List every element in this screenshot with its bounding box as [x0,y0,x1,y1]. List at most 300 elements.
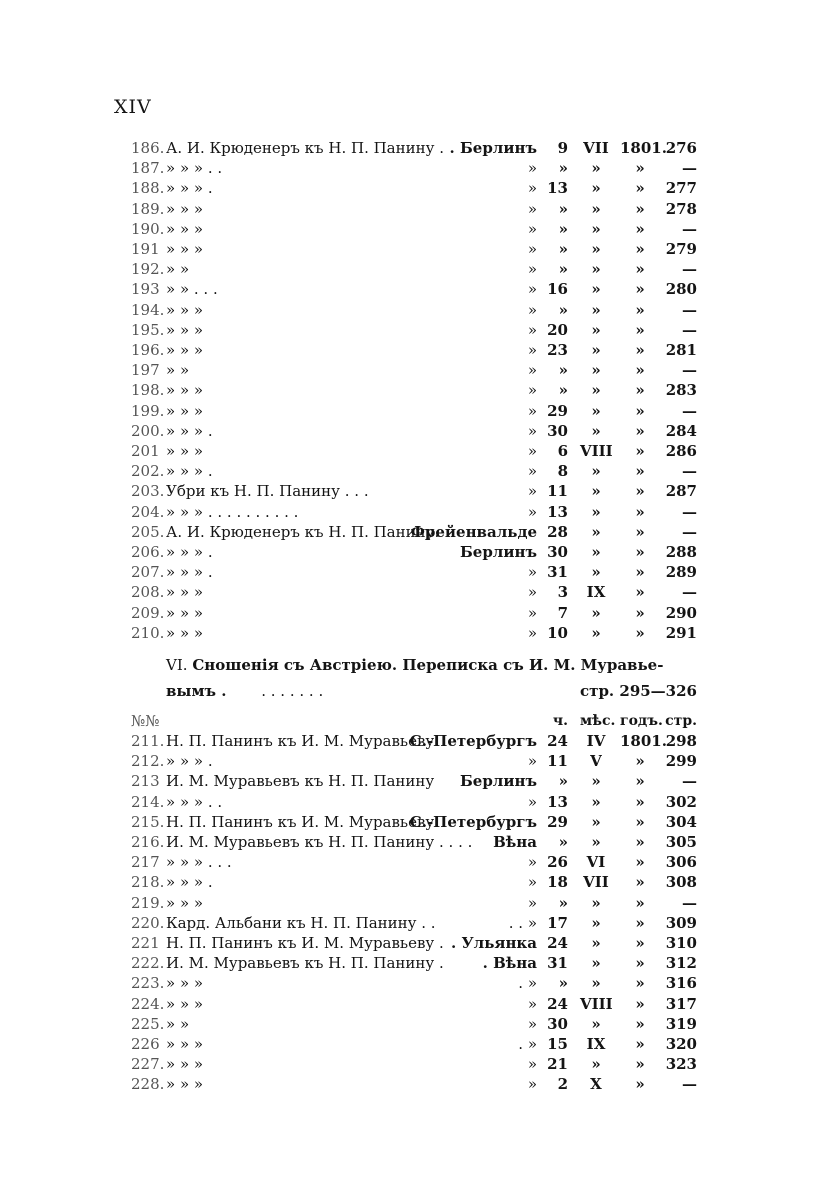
entry-place: » [527,853,537,872]
entry-day: 24 [547,994,568,1013]
entry-year: » [635,522,645,541]
entry-day: 20 [547,320,568,339]
entry-month: IV [586,732,606,750]
table-row [0,340,840,360]
header-day: ч. [552,713,568,729]
entry-month: » [591,812,601,831]
entry-month: VIII [580,442,613,460]
entry-number: 201 [131,442,160,460]
entry-year: » [635,179,645,198]
entry-day: 31 [547,563,568,582]
entry-month: » [591,543,601,561]
table-row [0,138,840,158]
entry-year: » [635,954,645,973]
entry-year: » [635,320,645,339]
entry-month: » [591,913,601,932]
entry-month: » [591,240,601,258]
entry-day: 24 [547,934,568,952]
entry-number: 226 [131,1035,160,1053]
table-row [0,360,840,380]
entry-page: — [682,522,697,541]
entry-month: » [591,522,601,541]
entry-day: » [558,833,568,851]
entry-number: 209. [131,603,165,622]
entry-place: » [527,260,537,279]
entry-year: » [635,502,645,521]
entry-month: » [591,421,601,440]
entry-number: 198. [131,381,165,400]
entry-correspondents: » » » . [166,563,213,582]
entry-day: 30 [547,543,568,561]
entry-number: 212. [131,752,165,771]
entry-year: » [635,260,645,279]
entry-month: » [591,974,601,993]
entry-number: 220. [131,913,165,932]
entry-day: 28 [547,522,568,541]
entry-year: » [635,873,645,892]
entry-month: VI [586,853,606,872]
entry-day: » [558,361,568,380]
entry-page: 276 [665,139,697,157]
entry-number: 219. [131,893,165,912]
entry-number: 223. [131,974,165,993]
table-row [0,603,840,623]
entry-correspondents: » » » [166,401,204,420]
entry-number: 225. [131,1014,165,1033]
entry-page: 277 [665,179,697,198]
section-heading-line-1 [166,656,697,674]
entry-page: 310 [665,934,697,952]
table-row [0,239,840,259]
entry-correspondents: » » » . [166,179,213,198]
entry-place: » [527,219,537,238]
entry-number: 192. [131,260,165,279]
entry-page: 299 [665,752,697,771]
entry-month: » [591,361,601,380]
entry-month: » [591,934,601,952]
entry-year: » [635,240,645,258]
entry-place: С.-Петербургъ [409,732,537,750]
table-row [0,279,840,299]
table-row [0,1074,840,1094]
entry-month: » [591,179,601,198]
table-row [0,933,840,953]
table-row [0,1054,840,1074]
entry-year: » [635,563,645,582]
entry-page: 286 [665,442,697,460]
entry-correspondents: » » » [166,1055,204,1074]
entry-year: » [635,442,645,460]
entry-month: » [591,462,601,481]
entry-number: 187. [131,159,165,178]
table-row [0,542,840,562]
entry-page: 320 [665,1035,697,1053]
entry-correspondents: » » » . . [166,159,223,178]
entry-place: . Вѣна [482,954,537,973]
entry-day: 11 [547,482,568,501]
entry-number: 221 [131,934,160,952]
entry-month: VIII [580,994,613,1013]
entry-year: » [635,482,645,501]
table-row [0,1014,840,1034]
entry-page: 312 [665,954,697,973]
entry-day: 15 [547,1035,568,1053]
table-row [0,481,840,501]
entry-place: » [527,502,537,521]
entry-day: 13 [547,502,568,521]
entry-year: » [635,603,645,622]
table-row [0,893,840,913]
table-row [0,522,840,542]
entry-day: 11 [547,752,568,771]
section-title-continued: вымъ . [166,682,227,700]
entry-page: 304 [665,812,697,831]
entry-page: 305 [665,833,697,851]
entry-correspondents: И. М. Муравьевъ къ Н. П. Панину [166,772,435,791]
entry-place: . Берлинъ [449,139,537,157]
entry-correspondents: » » » [166,1075,204,1094]
entry-number: 206. [131,543,165,561]
entry-correspondents: Кард. Альбани къ Н. П. Панину . . [166,913,436,932]
entry-correspondents: » » » [166,994,204,1013]
entry-number: 204. [131,502,165,521]
table-row [0,751,840,771]
entry-page: 290 [665,603,697,622]
entry-month: » [591,320,601,339]
entry-day: 30 [547,421,568,440]
entry-correspondents: » » » . . . [166,853,232,872]
entry-day: 6 [557,442,568,460]
entry-year: » [635,421,645,440]
entry-page: 302 [665,792,697,811]
entry-number: 193 [131,280,160,299]
table-row [0,199,840,219]
entry-correspondents: » » » [166,199,204,218]
entry-day: » [558,260,568,279]
entry-correspondents: » » » [166,300,204,319]
entry-month: » [591,893,601,912]
entry-correspondents: Н. П. Панинъ къ И. М. Муравьеву. [166,732,440,750]
entry-place: Берлинъ [459,772,537,791]
entry-day: » [558,219,568,238]
entry-correspondents: Убри къ Н. П. Панину . . . [166,482,369,501]
entry-year: 1801. [620,732,667,750]
entry-day: 24 [547,732,568,750]
entry-correspondents: » » » . . . . . . . . . . [166,502,299,521]
entry-place: » [527,361,537,380]
entry-correspondents: » » » . [166,462,213,481]
entry-correspondents: » » » [166,623,204,642]
entry-year: » [635,913,645,932]
entry-number: 217 [131,853,160,872]
header-page: стр. [665,713,697,729]
entry-place: » [527,300,537,319]
table-row [0,401,840,421]
entry-page: — [682,583,697,602]
entry-year: » [635,772,645,791]
entry-year: » [635,1014,645,1033]
entry-place: . . » [508,913,537,932]
entry-year: » [635,934,645,952]
entry-place: . Ульянка [451,934,537,952]
table-row [0,731,840,751]
entry-page: 316 [665,974,697,993]
entry-day: 7 [557,603,568,622]
entry-month: » [591,1055,601,1074]
entry-month: » [591,260,601,279]
entry-month: » [591,792,601,811]
entry-correspondents: А. И. Крюденеръ къ Н. П. Панину. [166,522,440,541]
header-month: мѣс. [580,713,616,729]
entry-number: 216. [131,833,165,851]
entry-day: 31 [547,954,568,973]
table-row [0,973,840,993]
entry-day: 29 [547,401,568,420]
entry-page: — [682,300,697,319]
entry-month: » [591,401,601,420]
entry-month: IX [586,1035,606,1053]
section-prefix: VI. [166,656,188,674]
entry-correspondents: Н. П. Панинъ къ И. М. Муравьеву . [166,934,444,952]
entry-year: » [635,1035,645,1053]
entry-place: » [527,442,537,460]
entry-month: » [591,199,601,218]
entry-month: » [591,381,601,400]
entry-year: » [635,381,645,400]
entry-number: 203. [131,482,165,501]
entry-page: — [682,401,697,420]
entry-number: 194. [131,300,165,319]
entry-number: 196. [131,341,165,359]
entry-year: » [635,199,645,218]
entry-place: Фрейенвальде [410,522,537,541]
entry-correspondents: » » » [166,442,204,460]
table-row [0,1034,840,1054]
entry-day: 30 [547,1014,568,1033]
table-row [0,792,840,812]
entry-day: 18 [547,873,568,892]
entry-year: » [635,159,645,178]
entry-page: — [682,502,697,521]
entry-correspondents: » » » [166,320,204,339]
entry-number: 208. [131,583,165,602]
entry-year: » [635,361,645,380]
entry-day: 29 [547,812,568,831]
entry-page: — [682,159,697,178]
entry-year: » [635,1075,645,1094]
entry-day: 2 [557,1075,568,1094]
entry-month: » [591,219,601,238]
entry-number: 207. [131,563,165,582]
entry-year: » [635,994,645,1013]
entry-month: V [590,752,602,771]
table-row [0,582,840,602]
entry-place: » [527,752,537,771]
entry-number: 190. [131,219,165,238]
entry-place: » [527,280,537,299]
table-row [0,812,840,832]
entry-place: » [527,482,537,501]
entry-correspondents: » » [166,260,190,279]
entry-number: 214. [131,792,165,811]
entry-day: 13 [547,179,568,198]
entry-page: 288 [665,543,697,561]
entry-correspondents: » » » [166,974,204,993]
entry-day: 23 [547,341,568,359]
entry-correspondents: Н. П. Панинъ къ И. М. Муравьеву. [166,812,440,831]
entry-number: 211. [131,732,165,750]
entry-day: » [558,893,568,912]
entry-page: 278 [665,199,697,218]
entry-page: 284 [665,421,697,440]
table-row [0,178,840,198]
entry-place: . » [518,1035,537,1053]
entry-place: » [527,199,537,218]
table-row [0,562,840,582]
entry-year: » [635,341,645,359]
entry-day: » [558,199,568,218]
entry-place: » [527,563,537,582]
entry-month: VII [583,139,609,157]
table-row [0,953,840,973]
table-row [0,771,840,791]
entry-place: » [527,462,537,481]
entry-place: » [527,792,537,811]
entry-month: » [591,603,601,622]
entry-day: 17 [547,913,568,932]
table-row [0,300,840,320]
entry-correspondents: » » » [166,341,204,359]
entry-number: 186. [131,139,165,157]
entry-correspondents: » » » . . [166,792,223,811]
header-year: годъ. [620,713,663,729]
entry-day: 13 [547,792,568,811]
entry-year: » [635,974,645,993]
entry-correspondents: » » » . [166,421,213,440]
table-row [0,994,840,1014]
entry-page: — [682,320,697,339]
entry-page: 298 [665,732,697,750]
entry-day: 26 [547,853,568,872]
entry-number: 197 [131,361,160,380]
entry-page: 317 [665,994,697,1013]
entry-place: » [527,159,537,178]
section-heading-line-2 [166,682,697,700]
table-row [0,259,840,279]
entry-month: » [591,482,601,501]
entry-year: » [635,583,645,602]
entry-page: 323 [665,1055,697,1074]
entry-month: X [590,1075,602,1094]
entry-year: » [635,853,645,872]
entry-number: 224. [131,994,165,1013]
entry-page: 279 [665,240,697,258]
entry-month: » [591,159,601,178]
entry-place: Берлинъ [459,543,537,561]
entry-number: 199. [131,401,165,420]
entry-page: 283 [665,381,697,400]
entry-day: » [558,381,568,400]
entry-place: » [527,1055,537,1074]
entry-day: » [558,300,568,319]
entry-number: 218. [131,873,165,892]
table-row [0,380,840,400]
table-row [0,320,840,340]
entry-year: » [635,623,645,642]
entry-correspondents: А. И. Крюденеръ къ Н. П. Панину . [166,139,444,157]
entry-year: » [635,792,645,811]
table-row [0,461,840,481]
entry-number: 227. [131,1055,165,1074]
entry-number: 215. [131,812,165,831]
table-row [0,623,840,643]
entry-month: » [591,772,601,791]
entry-day: 21 [547,1055,568,1074]
entry-number: 228. [131,1075,165,1094]
table-row [0,832,840,852]
entry-year: » [635,401,645,420]
entry-correspondents: » » » . [166,752,213,771]
entry-number: 200. [131,421,165,440]
entry-year: » [635,300,645,319]
entry-correspondents: » » » [166,893,204,912]
entry-year: » [635,462,645,481]
table-row [0,872,840,892]
entry-page: — [682,1075,697,1094]
header-num: №№ [131,712,160,730]
entry-day: » [558,974,568,993]
table-row [0,219,840,239]
entry-day: 9 [557,139,568,157]
entry-number: 222. [131,954,165,973]
entry-page: 308 [665,873,697,892]
entry-month: » [591,623,601,642]
entry-place: » [527,603,537,622]
entry-day: 16 [547,280,568,299]
entry-month: IX [586,583,606,602]
entry-correspondents: И. М. Муравьевъ къ Н. П. Панину . [166,954,444,973]
entry-place: » [527,583,537,602]
entry-page: — [682,893,697,912]
entry-day: » [558,159,568,178]
entry-number: 188. [131,179,165,198]
entry-month: VII [583,873,609,892]
entry-page: — [682,260,697,279]
entry-month: » [591,954,601,973]
page-number: XIV [114,96,152,118]
entry-number: 189. [131,199,165,218]
table-row [0,502,840,522]
entry-correspondents: » » » [166,381,204,400]
entry-correspondents: » » . . . [166,280,218,299]
table-row [0,852,840,872]
entry-day: 3 [557,583,568,602]
entry-place: . » [518,974,537,993]
entry-place: » [527,623,537,642]
entry-day: » [558,240,568,258]
entry-day: 10 [547,623,568,642]
entry-number: 210. [131,623,165,642]
entry-number: 205. [131,522,165,541]
entry-month: » [591,563,601,582]
entry-year: » [635,543,645,561]
entry-month: » [591,300,601,319]
entry-place: » [527,994,537,1013]
entry-correspondents: » » » [166,219,204,238]
entry-page: — [682,361,697,380]
entry-correspondents: » » » [166,1035,204,1053]
entry-place: » [527,1075,537,1094]
